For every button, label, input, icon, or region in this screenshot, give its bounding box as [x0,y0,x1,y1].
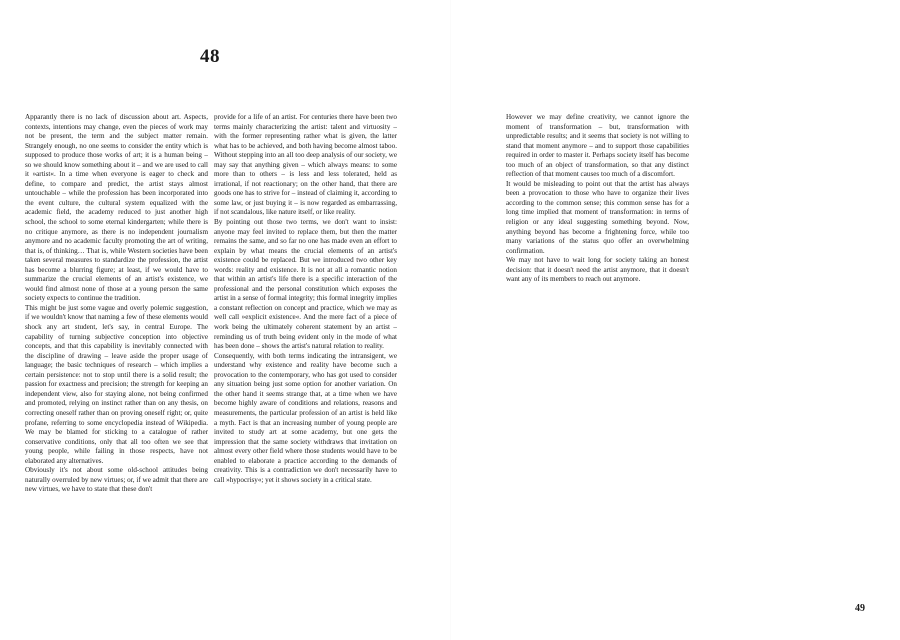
paragraph: We may not have to wait long for society taking an honest decision: that it doesn't need the artist anymore, that it doesn't want any of its members to reach out anymore. [506,256,689,284]
text-column-3 [506,113,689,285]
paragraph: This might be just some vague and overly polemic suggestion, if we wouldn't know that naming a few of these elements would shock any art student, let's say, in central Europe. The capability of turning subjective conception into objective concepts, and that this capability is inevitably connected with the discipline of drawing – leave aside the proper usage of language; the basic techniques of research – which implies a certain persistence: not to stop until there is a solid result; the passion for exactness and precision; the strength for keeping an independent view, also for staying alone, not being confirmed and promoted, relying on instinct rather than on any thesis, on correcting oneself rather than on proving oneself right; or, quite profane, referring to some encyclopedia instead of Wikipedia. We may be blamed for sticking to a catalogue of rather conservative conditions, only that all too often we see that young people, while failing in those respects, have not elaborated any alternatives. [25,303,208,465]
page-number-right: 49 [855,603,865,614]
paragraph: Apparantly there is no lack of discussion about art. Aspects, contexts, intentions may change, even the pieces of work may not be present, the term and the subject matter remain. Strangely enough, no one seems to consider the entity which is supposed to produce those works of art; it is a human being – so we should know something about it – and we are used to call it »artist«. In a time when everyone is eager to check and define, to compare and predict, the artist stays almost untouchable – while the profession has been incorporated into the event culture, the cultural system equalized with the academic field, the academy reduced to just another high school, the school to some eternal kindergarten; while there is no critique anymore, as there is no independent journalism anymore and no academic faculty promoting the art of writing, that is, of thinking… That is, while Western societies have been taken several measures to standardize the profession, the artist has become a blurring figure; at least, if we would have to summarize the crucial elements of an artist's existence, we would find almost none of those at a young person the same society expects to continue the tradition. [25,113,208,303]
text-column-1 [25,113,208,495]
paragraph: Obviously it's not about some old-school attitudes being naturally overruled by new virtues; or, if we admit that there are new virtues, we have to state that these don't [25,466,208,494]
paragraph: However we may define creativity, we cannot ignore the moment of transformation – but, transformation with unpredictable results; and it seems that society is not willing to stand that moment anymore – and to support those capabilities required in order to master it. Perhaps society itself has become too much of an object of transformation, so that any distinct reflection of that moment causes too much of a discomfort. [506,113,689,179]
text-column-2 [214,113,397,485]
paragraph: It would be misleading to point out that the artist has always been a provocation to those who have to organize their lives according to the common sense; this common sense has for a long time implied that moment of transformation: in terms of religion or any ideal suggesting something beyond. Now, anything beyond has become a frightening force, while too many variations of the status quo offer an overwhelming confirmation. [506,179,689,255]
paragraph: provide for a life of an artist. For centuries there have been two terms mainly characterizing the artist: talent and virtuosity – with the former representing rather what is given, the latter what has to be achieved, and both having become almost taboo. Without stepping into an all too deep analysis of our society, we may say that anything given – which always means: to some more than to others – is less and less tolerated, held as irrational, if not reactionary; on the other hand, that there are goods one has to strive for – instead of claiming it, according to some law, or just buying it – is now regarded as embarrassing, if not scandalous, like nature itself, or like reality. [214,113,397,217]
paragraph: By pointing out those two terms, we don't want to insist: anyone may feel invited to replace them, but then the matter remains the same, and so far no one has made even an effort to explain by what means the crucial elements of an artist's existence could be replaced. But we introduced two other key words: reality and existence. It is not at all a romantic notion that within an artist's life there is a specific interaction of the professional and the personal constitution which exposes the artist in a sense of formal integrity; this formal integrity implies a constant reflection on concept and practice, which we may as well call »explicit existence«. And the mere fact of a piece of work being the ultimately coherent statement by an artist – reminding us of truth being evident only in the mode of what has been done – shows the artist's natural relation to reality. [214,218,397,351]
paragraph: Consequently, with both terms indicating the intransigent, we understand why existence and reality have become such a provocation to the contemporary, who has got used to consider any situation being just some option for another variation. On the other hand it seems strange that, at a time when we have become highly aware of conditions and relations, reasons and measurements, the particular profession of an artist is held like a myth. Fact is that an increasing number of young people are invited to study art at some academy, but one gets the impression that the same society withdraws that invitation on almost every other field where those students would have to be enabled to elaborate a practice according to the demands of creativity. This is a contradiction we don't necessarily have to call »hypocrisy«; yet it shows society in a critical state. [214,351,397,484]
book-gutter [450,0,451,640]
page-number-left: 48 [200,46,220,67]
